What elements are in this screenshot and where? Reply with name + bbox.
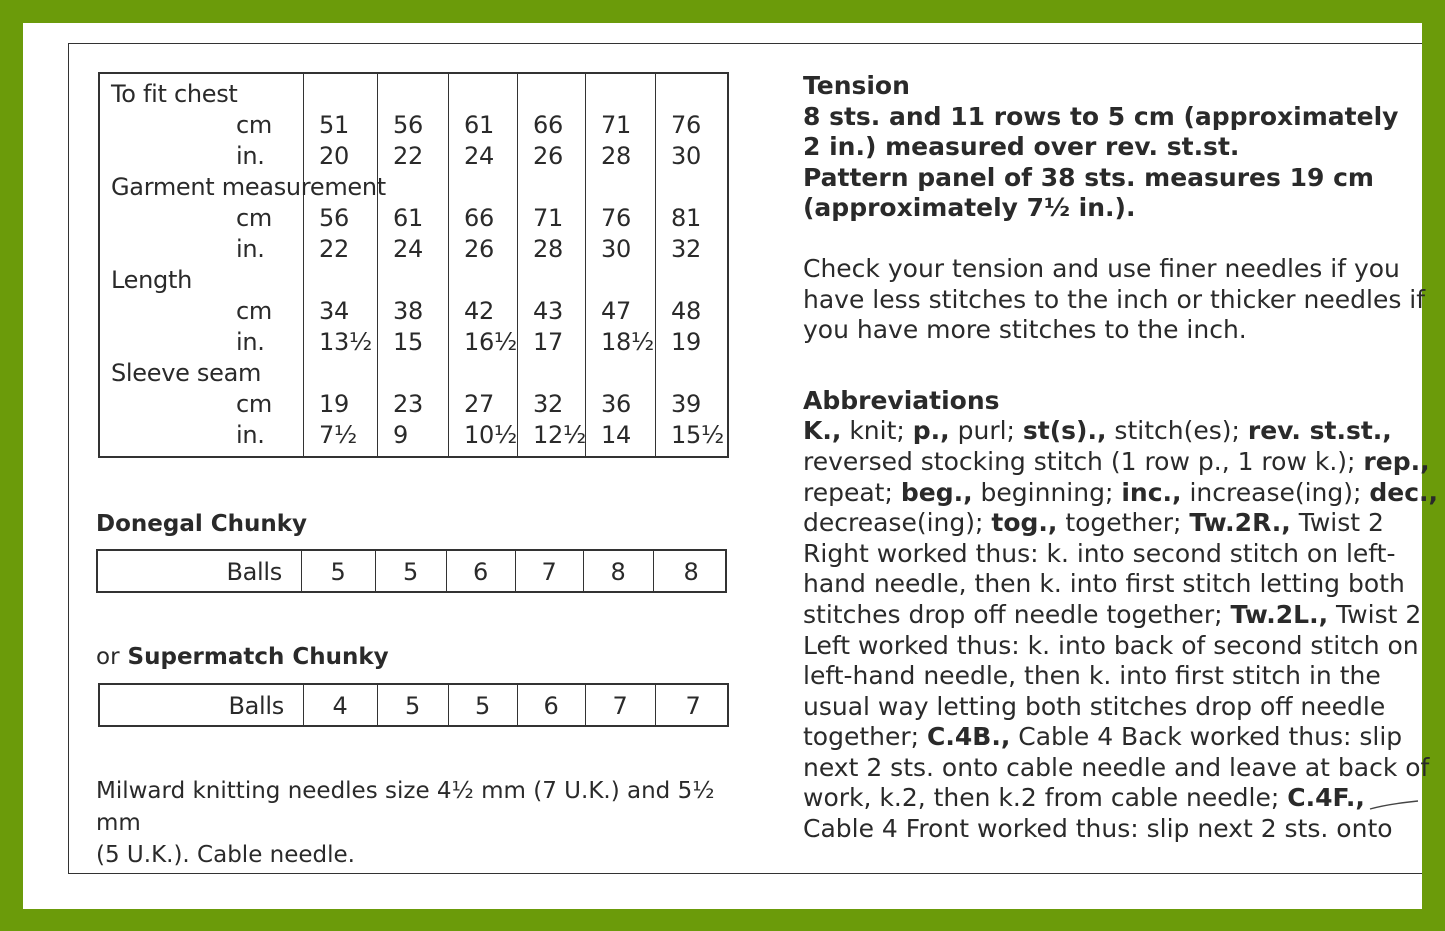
abbreviation-line [803,783,1443,814]
tension-heading: Tension [803,71,910,100]
size-table-cell: 71 [533,204,563,232]
size-table-cell: 7½ [319,421,357,449]
abbreviation-text: Twist 2 [1290,508,1384,538]
size-table-column-rule [517,74,518,456]
size-table-cell: 32 [533,390,563,418]
abbreviation-term: Tw.2R., [1189,508,1291,538]
balls-count-cell: 5 [330,558,346,586]
size-table-row-label: Length [111,266,192,294]
abbreviation-text: stitches drop off needle together; [803,599,1231,629]
balls-count-cell: 6 [473,558,488,586]
size-table-cell: 10½ [464,421,517,449]
abbreviation-text: Left worked thus: k. into back of second stitch on [803,630,1419,660]
size-table-cell: 47 [601,297,631,325]
size-table-cell: 14 [601,421,631,449]
size-table-cell: 22 [319,235,349,263]
yarn-1-name: Donegal Chunky [96,511,308,537]
size-table-column-rule [448,74,449,456]
abbreviations-body [803,416,1443,844]
abbreviation-text: beginning; [972,477,1122,507]
balls-count-cell: 8 [610,558,626,586]
instructions-column [803,71,1443,845]
tension-check-line: you have more stitches to the inch. [803,315,1247,345]
needles-text [96,775,736,871]
abbreviation-term: st(s)., [1022,416,1107,446]
size-table-row-label: Garment measurement [111,173,386,201]
tension-line: 8 sts. and 11 rows to 5 cm (approximately [803,101,1399,131]
size-table-cell: 76 [671,111,701,139]
size-table-cell: 43 [533,297,563,325]
size-table-cell: 26 [464,235,494,263]
abbreviation-text: together; [803,722,928,752]
abbreviation-text: Cable 4 Front worked thus: slip next 2 sts. onto [803,814,1393,844]
abbreviation-line [803,661,1443,692]
size-table-cell: 34 [319,297,349,325]
size-table-unit: in. [236,142,265,170]
abbreviation-line [803,631,1443,662]
size-table-cell: 22 [393,142,423,170]
yarn-1-row-label: Balls [226,558,282,586]
abbreviation-term: Tw.2L., [1230,599,1329,629]
size-table-unit: cm [236,111,272,139]
abbreviation-line [803,753,1443,784]
yarn-2-name: Supermatch Chunky [127,644,389,670]
abbreviation-term: p., [912,416,950,446]
size-table-cell: 16½ [464,328,517,356]
frame-top-rule [68,43,1422,44]
size-table-cell: 56 [319,204,349,232]
size-table-unit: cm [236,297,272,325]
yarn-2-row-label: Balls [228,692,284,720]
size-table-cell: 56 [393,111,423,139]
frame-left-rule [68,43,69,873]
abbreviation-term: C.4B., [927,722,1011,752]
balls-count-cell: 6 [543,692,559,720]
abbreviation-text: decrease(ing); [803,508,992,538]
balls-count-cell: 5 [403,558,418,586]
abbreviation-line [803,722,1443,753]
size-table-cell: 81 [671,204,701,232]
size-table-column-rule [655,74,656,456]
size-table-cell: 19 [319,390,349,418]
yarn-2-balls-table [98,683,729,727]
size-table-cell: 42 [464,297,494,325]
size-table-cell: 28 [533,235,563,263]
size-table-cell: 66 [464,204,494,232]
size-table-cell: 66 [533,111,563,139]
size-table-unit: in. [236,235,265,263]
balls-count-cell: 7 [685,692,701,720]
tension-check-line: have less stitches to the inch or thicker needles if [803,284,1426,314]
size-table-cell: 30 [601,235,631,263]
pen-mark [1368,799,1420,813]
abbreviation-text: next 2 sts. onto cable needle and leave at back of [803,752,1430,782]
tension-line: (approximately 7½ in.). [803,193,1136,223]
abbreviation-text: repeat; [803,477,901,507]
yarn-2-prefix: or [96,644,120,670]
abbreviation-text: together; [1057,508,1190,538]
size-table-cell: 38 [393,297,423,325]
frame-bottom-rule [68,873,1422,874]
balls-count-cell: 7 [612,692,628,720]
size-table-unit: cm [236,204,272,232]
size-table-column-rule [585,74,586,456]
size-table-cell: 13½ [319,328,372,356]
size-table-cell: 23 [393,390,423,418]
abbreviation-line [803,600,1443,631]
abbreviation-text: reversed stocking stitch (1 row p., 1 row k.); [803,446,1364,476]
size-table-cell: 19 [671,328,701,356]
yarn-2-title [96,644,389,670]
size-table-cell: 28 [601,142,631,170]
abbreviation-term: rev. st.st., [1247,416,1392,446]
abbreviation-term: C.4F., [1287,783,1365,813]
size-table-cell: 48 [671,297,701,325]
size-table-cell: 26 [533,142,563,170]
yarn-1-title [96,511,307,537]
size-table-cell: 30 [671,142,701,170]
needles-line-2: (5 U.K.). Cable needle. [96,842,355,868]
abbreviation-line [803,478,1443,509]
balls-count-cell: 7 [541,558,557,586]
tension-check-line: Check your tension and use finer needles if you [803,253,1400,283]
needles-line-1: Milward knitting needles size 4½ mm (7 U.K.) and 5½ mm [96,778,715,836]
abbreviation-line [803,416,1443,447]
size-table-cell: 39 [671,390,701,418]
abbreviation-text: hand needle, then k. into first stitch letting both [803,569,1405,599]
size-table-cell: 20 [319,142,349,170]
size-table-cell: 18½ [601,328,654,356]
abbreviation-term: beg., [900,477,973,507]
abbreviation-text: purl; [949,416,1023,446]
abbreviation-text: work, k.2, then k.2 from cable needle; [803,783,1288,813]
tension-line: 2 in.) measured over rev. st.st. [803,132,1240,162]
abbreviation-text: stitch(es); [1106,416,1248,446]
size-table-cell: 15 [393,328,423,356]
size-table-column-rule [377,74,378,456]
balls-count-cell: 4 [332,692,348,720]
size-table-column-rule [303,74,304,456]
abbreviation-line [803,447,1443,478]
abbreviation-text: Right worked thus: k. into second stitch on left- [803,538,1396,568]
abbreviation-term: inc., [1121,477,1182,507]
abbreviation-line [803,692,1443,723]
size-table-cell: 27 [464,390,494,418]
abbreviation-text: knit; [841,416,913,446]
size-table-unit: in. [236,328,265,356]
size-table-cell: 61 [393,204,423,232]
size-table-cell: 71 [601,111,631,139]
size-table-cell: 9 [393,421,408,449]
size-table-cell: 15½ [671,421,724,449]
abbreviation-line [803,569,1443,600]
yarn-1-balls-table [96,549,727,593]
size-table-row-label: To fit chest [111,80,238,108]
abbreviation-text: left-hand needle, then k. into first stitch in the [803,661,1381,691]
abbreviation-text: usual way letting both stitches drop off needle [803,691,1386,721]
abbreviation-text: Twist 2 [1328,599,1422,629]
size-table-cell: 24 [464,142,494,170]
abbreviation-line [803,508,1443,539]
balls-count-cell: 5 [475,692,490,720]
size-table-cell: 12½ [533,421,586,449]
balls-count-cell: 8 [683,558,699,586]
abbreviation-term: tog., [991,508,1058,538]
balls-count-cell: 5 [405,692,420,720]
size-table-unit: in. [236,421,265,449]
size-table [98,72,729,458]
abbreviation-line [803,814,1443,845]
pattern-page [23,23,1439,909]
size-table-cell: 51 [319,111,349,139]
abbreviation-line [803,539,1443,570]
size-table-cell: 61 [464,111,494,139]
size-table-cell: 17 [533,328,563,356]
size-table-cell: 32 [671,235,701,263]
size-table-cell: 36 [601,390,631,418]
abbreviations-heading: Abbreviations [803,385,1000,415]
tension-line: Pattern panel of 38 sts. measures 19 cm [803,162,1374,192]
size-table-row-label: Sleeve seam [111,359,262,387]
abbreviation-term: dec., [1369,477,1439,507]
abbreviation-term: K., [803,416,842,446]
size-table-cell: 76 [601,204,631,232]
size-table-unit: cm [236,390,272,418]
abbreviation-term: rep., [1363,446,1430,476]
abbreviation-text: Cable 4 Back worked thus: slip [1010,722,1403,752]
abbreviation-text: increase(ing); [1181,477,1370,507]
size-table-cell: 24 [393,235,423,263]
